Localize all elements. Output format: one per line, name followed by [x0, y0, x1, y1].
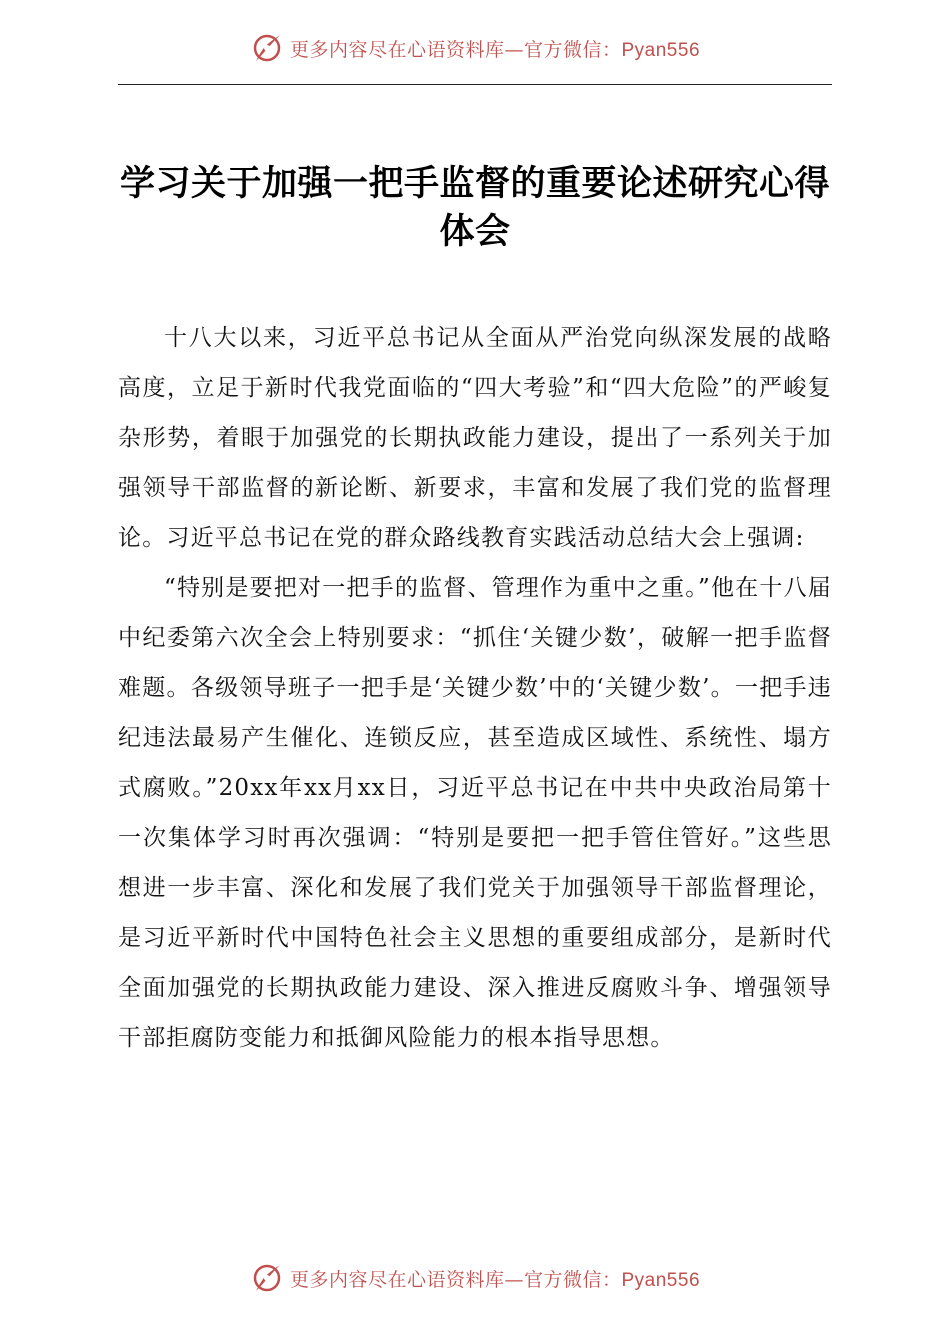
header-contact-id: Pyan556 [621, 39, 701, 61]
paragraph-1: 十八大以来，习近平总书记从全面从严治党向纵深发展的战略高度，立足于新时代我党面临的“四大考验”和“四大危险”的严峻复杂形势，着眼于加强党的长期执政能力建设，提出了一系列关于加强领导干部监督的新论断、新要求，丰富和发展了我们党的监督理论。习近平总书记在党的群众路线教育实践活动总结大会上强调: [118, 325, 832, 551]
quill-logo-icon [250, 1261, 284, 1295]
document-body [118, 313, 832, 1063]
footer-contact-id: Pyan556 [621, 1269, 701, 1291]
header-brand-text [290, 35, 700, 62]
header-divider [118, 84, 832, 85]
document-title: 学习关于加强一把手监督的重要论述研究心得体会 [119, 163, 830, 252]
footer-brand-text [290, 1265, 700, 1292]
quill-logo-icon [250, 31, 284, 65]
footer-brand-label: 更多内容尽在心语资料库—官方微信： [289, 1268, 622, 1291]
page-header [0, 28, 950, 68]
page-footer [0, 1258, 950, 1298]
header-brand-label: 更多内容尽在心语资料库—官方微信： [289, 38, 622, 61]
paragraph-2: “特别是要把对一把手的监督、管理作为重中之重。”他在十八届中纪委第六次全会上特别要求：“抓住‘关键少数’，破解一把手监督难题。各级领导班子一把手是‘关键少数’中的‘关键少数’。一把手违纪违法最易产生催化、连锁反应，甚至造成区域性、系统性、塌方式腐败。”20xx年xx月xx日，习近平总书记在中共中央政治局第十一次集体学习时再次强调：“特别是要把一把手管住管好。”这些思想进一步丰富、深化和发展了我们党关于加强领导干部监督理论，是习近平新时代中国特色社会主义思想的重要组成部分，是新时代全面加强党的长期执政能力建设、深入推进反腐败斗争、增强领导干部拒腐防变能力和抵御风险能力的根本指导思想。 [118, 575, 832, 1051]
